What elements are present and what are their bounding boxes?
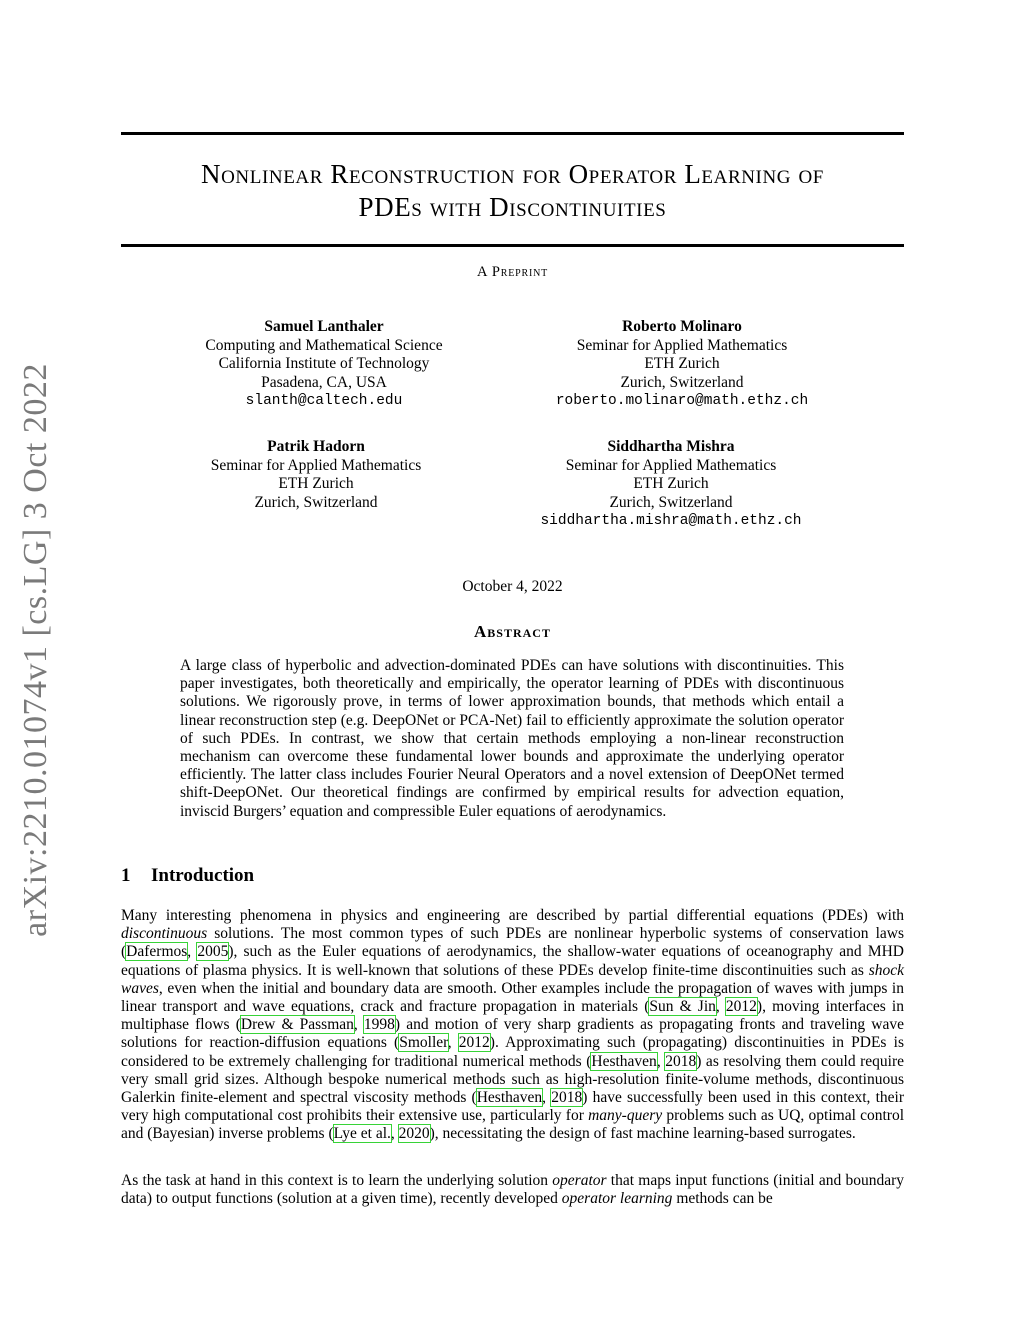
author-block — [144, 318, 504, 411]
author-location: Zurich, Switzerland — [609, 493, 733, 511]
citation-link[interactable]: 2020 — [398, 1125, 430, 1143]
paper-title — [121, 158, 904, 224]
author-affiliation: Computing and Mathematical Science — [205, 336, 443, 354]
author-email[interactable]: slanth@caltech.edu — [245, 393, 403, 409]
title-line-2: PDEs with Discontinuities — [358, 192, 667, 222]
citation-link[interactable]: Hesthaven — [591, 1052, 657, 1070]
abstract-text: A large class of hyperbolic and advection-dominated PDEs can have solutions with discontinuities. This paper investigates, both theoretically and empirically, the operator learning of PDEs with discontinuous solutions. We rigorously prove, in terms of lower approximation bounds, that methods which entail a linear reconstruction step (e.g. DeepONet or PCA-Net) fail to efficiently approximate the solution operator of such PDEs. In contrast, we show that certain methods employing a non-linear reconstruction mechanism can overcome these fundamental lower bounds and approximate the underlying operator efficiently. The latter class includes Fourier Neural Operators and a novel extension of DeepONet termed shift-DeepONet. Our theoretical findings are confirmed by empirical results for advection equation, inviscid Burgers’ equation and compressible Euler equations of aerodynamics. — [180, 657, 844, 820]
author-institution: ETH Zurich — [633, 475, 709, 492]
citation-link[interactable]: 2005 — [197, 943, 229, 961]
section-number: 1 — [121, 865, 131, 886]
citation-link[interactable]: 1998 — [363, 1016, 395, 1034]
author-institution: California Institute of Technology — [218, 355, 430, 372]
author-affiliation: Seminar for Applied Mathematics — [565, 456, 777, 474]
author-name: Siddhartha Mishra — [607, 438, 735, 455]
preprint-label: A Preprint — [476, 264, 549, 280]
citation-link[interactable]: Smoller — [399, 1034, 448, 1052]
author-email[interactable]: siddhartha.mishra@math.ethz.ch — [540, 513, 802, 529]
citation-link[interactable]: Drew & Passman — [240, 1016, 354, 1034]
citation-link[interactable]: 2018 — [551, 1089, 583, 1107]
author-name: Samuel Lanthaler — [264, 318, 384, 335]
author-institution: ETH Zurich — [278, 475, 354, 492]
author-institution: ETH Zurich — [644, 355, 720, 372]
author-block — [502, 318, 862, 411]
citation-link[interactable]: Lye et al. — [333, 1125, 391, 1143]
citation-link[interactable]: Sun & Jin — [649, 998, 716, 1016]
section-title: Introduction — [151, 865, 255, 886]
author-block — [136, 438, 496, 512]
citation-link[interactable]: 2018 — [665, 1052, 697, 1070]
section-heading — [121, 865, 254, 887]
author-affiliation: Seminar for Applied Mathematics — [576, 336, 788, 354]
author-location: Pasadena, CA, USA — [261, 373, 387, 391]
author-location: Zurich, Switzerland — [254, 493, 378, 511]
author-email[interactable]: roberto.molinaro@math.ethz.ch — [555, 393, 809, 409]
title-top-rule — [121, 132, 904, 135]
intro-paragraph-2: As the task at hand in this context is to learn the underlying solution operator that maps input functions (initial and boundary data) to output functions (solution at a given time), recently developed operator learning methods can be — [121, 1172, 904, 1208]
author-affiliation: Seminar for Applied Mathematics — [210, 456, 422, 474]
citation-link[interactable]: Hesthaven — [476, 1089, 543, 1107]
citation-link[interactable]: Dafermos — [126, 943, 188, 961]
publication-date: October 4, 2022 — [462, 578, 563, 595]
intro-paragraph-1: Many interesting phenomena in physics and engineering are described by partial differential equations (PDEs) with discontinuous solutions. The most common types of such PDEs are nonlinear hyperbolic systems of conservation laws (Dafermos, 2005), such as the Euler equations of aerodynamics, the shallow-water equations of oceanography and MHD equations of plasma physics. It is well-known that solutions of these PDEs develop finite-time discontinuities such as shock waves, even when the initial and boundary data are smooth. Other examples include the propagation of waves with jumps in linear transport and wave equations, crack and fracture propagation in materials (Sun & Jin, 2012), moving interfaces in multiphase flows (Drew & Passman, 1998) and motion of very sharp gradients as propagating fronts and traveling wave solutions for reaction-diffusion equations (Smoller, 2012). Approximating such (propagating) discontinuities in PDEs is considered to be extremely challenging for traditional numerical methods (Hesthaven, 2018) as resolving them could require very small grid sizes. Although bespoke numerical methods such as high-resolution finite-volume methods, discontinuous Galerkin finite-element and spectral viscosity methods (Hesthaven, 2018) have successfully been used in this context, their very high computational cost prohibits their extensive use, particularly for many-query problems such as UQ, optimal control and (Bayesian) inverse problems (Lye et al., 2020), necessitating the design of fast machine learning-based surrogates. — [121, 907, 905, 1143]
arxiv-sidebar-stamp — [10, 365, 62, 935]
author-block — [491, 438, 851, 531]
author-name: Patrik Hadorn — [267, 438, 365, 455]
citation-link[interactable]: 2012 — [458, 1034, 490, 1052]
title-bottom-rule — [121, 244, 904, 247]
arxiv-identifier: arXiv:2210.01074v1 [cs.LG] 3 Oct 2022 — [17, 363, 54, 937]
author-name: Roberto Molinaro — [622, 318, 742, 335]
author-location: Zurich, Switzerland — [620, 373, 744, 391]
citation-link[interactable]: 2012 — [725, 998, 757, 1016]
title-line-1: Nonlinear Reconstruction for Operator Learning of — [201, 159, 824, 189]
abstract-heading: Abstract — [474, 622, 551, 641]
